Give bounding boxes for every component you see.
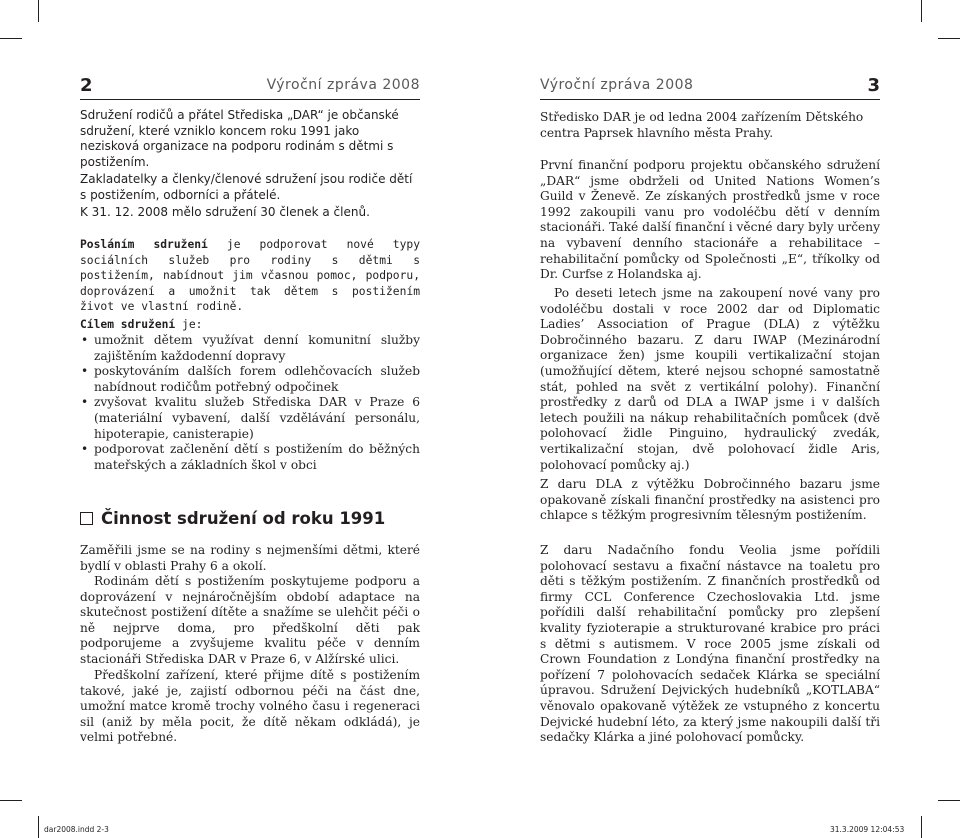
left-page-header (80, 75, 420, 100)
left-activity-paragraph-2: Rodinám dětí s postižením poskytujeme podporu a doprovázení v nejnáročnějším období adaptace na skutečnost postižení dítěte a snažíme se ulehčit péči o ně nejprve doma, pro předškolní děti pak podporujeme a zvyšujeme kvalitu péče v denním stacionáři Střediska DAR v Praze 6, v Alžírské ulici. (80, 574, 420, 666)
section-title: Činnost sdružení od roku 1991 (101, 509, 386, 528)
right-assistance-paragraph: Z daru DLA z výtěžku Dobročinného bazaru jsme opakovaně získali finanční prostředky na asistenci pro chlapce s těžkým progresivním tělesným postižením. (540, 477, 880, 523)
left-activity-paragraph-1: Zaměřili jsme se na rodiny s nejmenšími dětmi, které bydlí v oblasti Prahy 6 a okolí. (80, 543, 420, 573)
bullet-icon: • (81, 395, 89, 410)
left-founders-paragraph: Zakladatelky a členky/členové sdružení jsou rodiče dětí s postižením, odborníci a přátelé. (80, 172, 413, 202)
footer-filename: dar2008.indd 2-3 (44, 825, 109, 834)
left-header-title: Výroční zpráva 2008 (266, 77, 420, 93)
right-page-number: 3 (867, 75, 880, 96)
goal-item: • zvyšovat kvalitu služeb Střediska DAR v Praze 6 (materiální vybavení, další vzdělávání personálu, hipoterapie, canisterapie) (81, 395, 420, 441)
left-intro-paragraph: Sdružení rodičů a přátel Střediska „DAR“ je občanské sdružení, které vzniklo koncem roku 1991 jako nezisková organizace na podporu rodinám s dětmi s postižením. (80, 108, 399, 169)
right-paprsek-paragraph: Středisko DAR je od ledna 2004 zařízením Dětského centra Paprsek hlavního města Prahy. (540, 110, 864, 140)
crop-mark-top-left (38, 0, 39, 22)
left-members-paragraph: K 31. 12. 2008 mělo sdružení 30 členek a členů. (80, 205, 370, 219)
right-page-header (540, 75, 880, 100)
left-page-number: 2 (80, 75, 93, 96)
footer-datetime: 31.3.2009 12:04:53 (830, 825, 905, 834)
bullet-icon: • (81, 364, 89, 379)
crop-mark-bottom-left (38, 816, 39, 838)
left-mission-paragraph (80, 237, 420, 315)
bullet-icon: • (81, 333, 89, 347)
goals-suffix: je: (175, 318, 203, 331)
right-dla-paragraph: Po deseti letech jsme na zakoupení nové vany pro vodoléčbu dostali v roce 2002 dar od Diplomatic Ladies’ Association of Prague (DLA) z výtěžku Dobročinného bazaru. Z daru IWAP (Mezinárodní organizace žen) jsme koupili vertikalizační stojan (umožňující dětem, které nejsou schopné samostatně stát, pohled na svět z vertikální polohy). Finanční prostředky z darů od DLA a IWAP jsme i v dalších letech použili na nákup rehabilitačních pomůcek (dvě polohovací židle Pinguino, hydraulický zvedák, vertikalizační stojan, dvě polohovací židle Aris, polohovací pomůcky aj.) (540, 286, 880, 472)
crop-mark-top-right (921, 0, 922, 22)
crop-mark-right-bottom (938, 800, 960, 801)
left-activity-paragraph-3: Předškolní zařízení, které přijme dítě s postižením takové, jaké je, zajistí odbornou péči na část dne, umožní matce kromě trochy volného času i regeneraci sil (aniž by měla pocit, že dítě někam odkládá), je velmi potřebné. (80, 668, 420, 745)
goals-label: Cílem sdružení (80, 318, 176, 331)
goal-item: • umožnit dětem využívat denní komunitní služby zajištěním každodenní dopravy (81, 333, 420, 363)
goal-item: • podporovat začlenění dětí s postižením do běžných mateřských a základních škol v obci (81, 442, 420, 472)
section-heading (80, 509, 420, 528)
crop-mark-right-top (938, 38, 960, 39)
crop-mark-bottom-right (921, 816, 922, 838)
right-veolia-paragraph: Z daru Nadačního fondu Veolia jsme pořídili polohovací sestavu a fixační nástavce na toaletu pro děti s těžkým postižením. Z finančních prostředků od firmy CCL Conference Czechoslovakia Ltd. jsme pořídili další rehabilitační pomůcky pro zlepšení kvality fyzioterapie a strukturované krabice pro práci s dětmi s autismem. V roce 2005 jsme získali od Crown Foundation z Londýna finanční prostředky na pořízení 7 polohovacích sedaček Klárka se speciální úpravou. Sdružení Dejvických hudebníků „KOTLABA“ věnovalo opakovaně výtěžek ze vstupného z koncertu Dejvické hudební léto, za který jsme nakoupili další tři sedačky Klárka a jiné polohovací pomůcky. (540, 543, 880, 745)
left-goals-heading (80, 317, 420, 333)
goal-item: • poskytováním dalších forem odlehčovacích služeb nabídnout rodičům potřebný odpočinek (81, 364, 420, 394)
mission-label: Posláním sdružení (80, 238, 208, 251)
mission-text: je podporovat nové typy sociálních služeb pro rodiny s dětmi s postižením, nabídnout jim včasnou pomoc, podporu, doprovázení a umožnit tak dětem s postižením život ve vlastní rodině. (80, 238, 421, 314)
right-first-funding-paragraph: První finanční podporu projektu občanského sdružení „DAR“ jsme obdrželi od United Nations Women’s Guild v Ženevě. Ze získaných prostředků jsme v roce 1992 zakoupili vanu pro vodoléčbu dětí v denním stacionáři. Také další finanční i věcné dary byly určeny na vybavení denního stacionáře a rehabilitace – rehabilitační pomůcky od Společnosti „E“, tříkolky od Dr. Curfse z Holandska aj. (540, 158, 880, 282)
crop-mark-left-top (0, 38, 22, 39)
checkbox-square-icon (80, 512, 93, 525)
bullet-icon: • (81, 442, 89, 457)
crop-mark-left-bottom (0, 800, 22, 801)
right-header-title: Výroční zpráva 2008 (540, 77, 694, 93)
goals-list (80, 333, 420, 473)
